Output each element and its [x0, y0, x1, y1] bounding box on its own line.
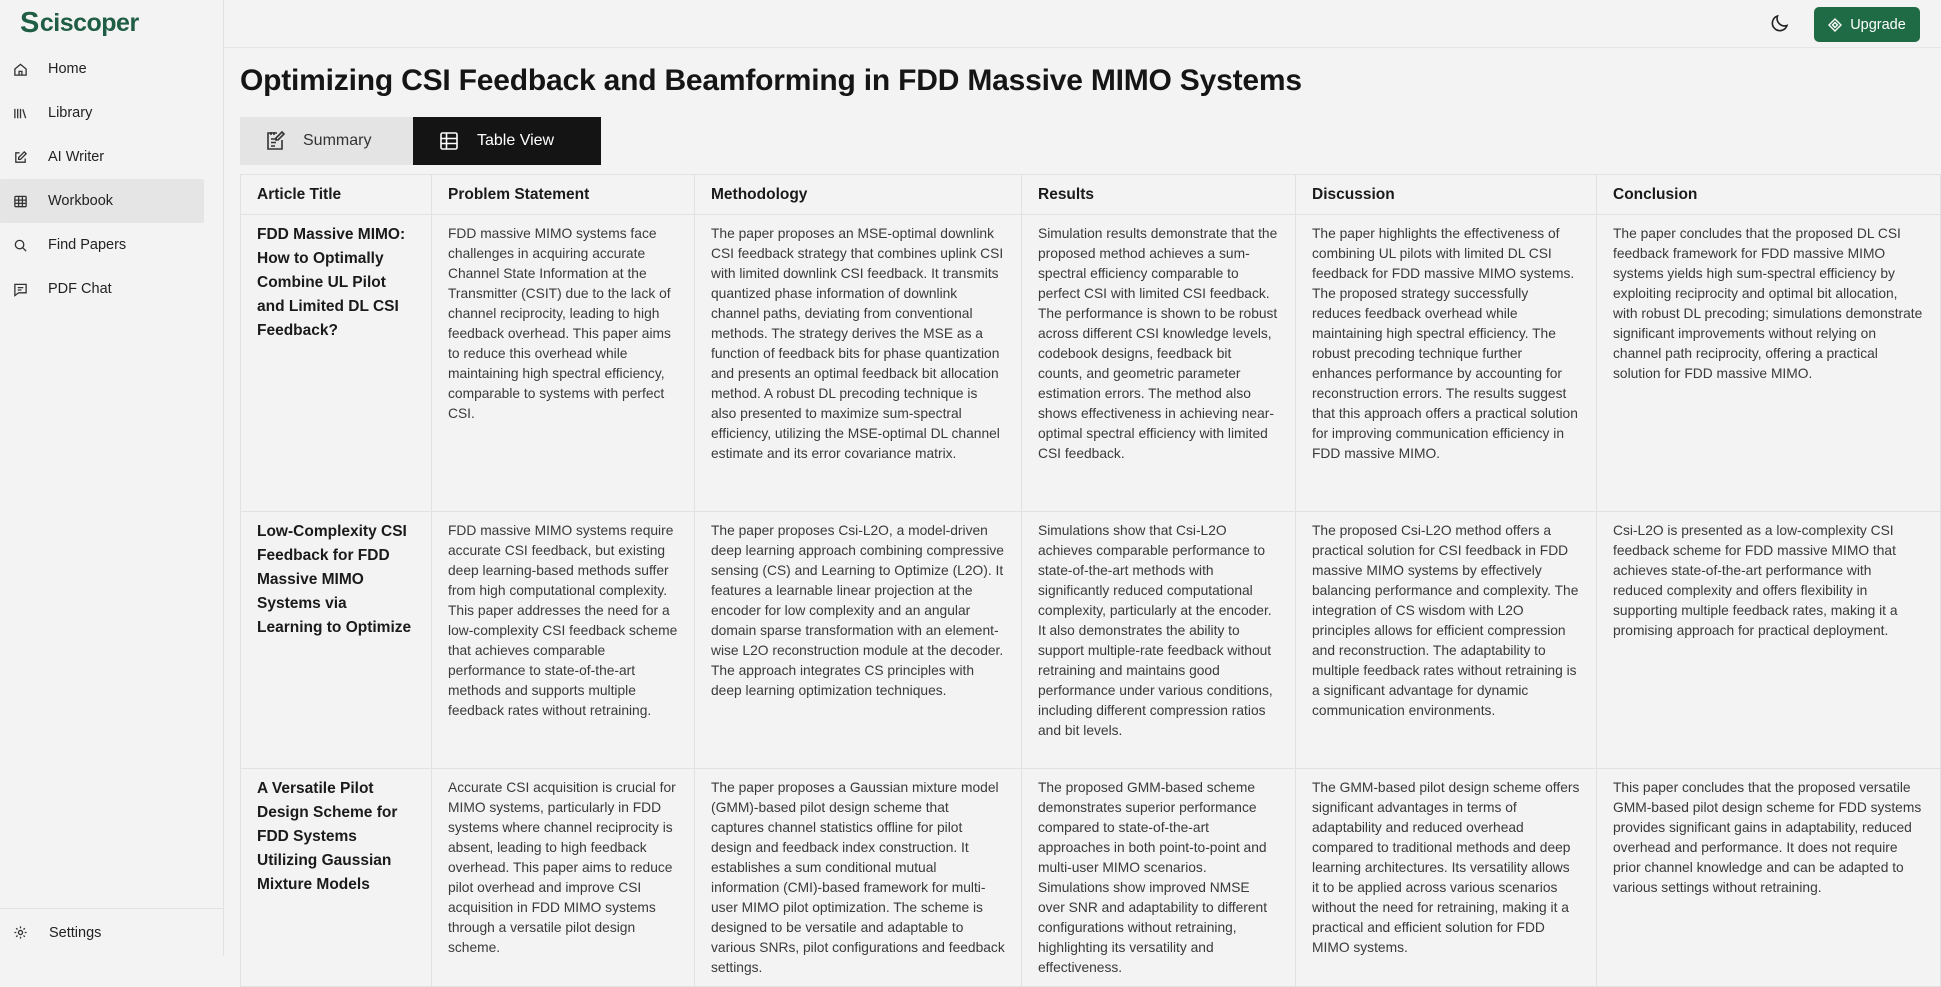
settings-label: Settings: [49, 924, 102, 941]
comparison-table[interactable]: [240, 174, 1923, 975]
chat-icon: [12, 281, 28, 297]
table-cell: The proposed GMM-based scheme demonstrates superior performance compared to state-of-the-art approaches in both point-to-point and multi-user MIMO scenarios. Simulations show improved NMSE over SNR and adaptability to different configurations without retraining, highlighting its versatility and effectiveness.: [1022, 769, 1296, 987]
tab-summary[interactable]: [240, 117, 413, 165]
article-title-cell[interactable]: A Versatile Pilot Design Scheme for FDD Systems Utilizing Gaussian Mixture Models: [241, 769, 432, 987]
diamond-icon: [1828, 18, 1842, 32]
tab-summary-label: Summary: [303, 132, 372, 149]
sidebar-item-find-papers[interactable]: [0, 223, 204, 267]
sidebar-item-label: AI Writer: [48, 149, 105, 165]
sidebar-item-ai-writer[interactable]: [0, 135, 204, 179]
column-header: Conclusion: [1597, 175, 1941, 215]
sidebar-item-label: Library: [48, 105, 93, 121]
column-header: Problem Statement: [432, 175, 695, 215]
table-icon: [437, 129, 461, 153]
library-icon: [12, 105, 28, 121]
table-cell: FDD massive MIMO systems face challenges in acquiring accurate Channel State Information at the Transmitter (CSIT) due to the lack of channel reciprocity, leading to high feedback overhead. This paper aims to reduce this overhead while maintaining high spectral efficiency, comparable to systems with perfect CSI.: [432, 215, 695, 512]
table-cell: This paper concludes that the proposed versatile GMM-based pilot design scheme for FDD systems provides significant gains in adaptability, reduced overhead and performance. It does not require prior channel knowledge and can be adapted to various settings without retraining.: [1597, 769, 1941, 987]
logo-text: ciscoper: [39, 8, 139, 37]
column-header: Methodology: [695, 175, 1022, 215]
sidebar-item-workbook[interactable]: [0, 179, 204, 223]
app-logo[interactable]: [20, 8, 139, 38]
table-cell: Simulations show that Csi-L2O achieves comparable performance to state-of-the-art methods with significantly reduced computational complexity, particularly at the encoder. It also demonstrates the ability to support multiple-rate feedback without retraining and maintains good performance under various conditions, including different compression ratios and bit levels.: [1022, 512, 1296, 769]
logo-mark: S: [20, 6, 39, 39]
summary-icon: [263, 129, 287, 153]
table-cell: Simulation results demonstrate that the proposed method achieves a sum-spectral efficiency comparable to perfect CSI with limited CSI feedback. The performance is shown to be robust across different CSI knowledge levels, codebook designs, feedback bit counts, and geometric parameter estimation errors. The method also shows effectiveness in achieving near-optimal spectral efficiency with limited CSI feedback.: [1022, 215, 1296, 512]
table-row: [241, 769, 1941, 987]
sidebar-item-pdf-chat[interactable]: [0, 267, 204, 311]
table-header-row: [241, 175, 1941, 215]
column-header: Article Title: [241, 175, 432, 215]
sidebar: [0, 0, 224, 956]
table-cell: The paper highlights the effectiveness of combining UL pilots with limited DL CSI feedback for FDD massive MIMO systems. The proposed strategy successfully reduces feedback overhead while maintaining high spectral efficiency. The robust precoding technique further enhances performance by accounting for reconstruction errors. The results suggest that this approach offers a practical solution for improving communication efficiency in FDD massive MIMO.: [1296, 215, 1597, 512]
table-cell: The GMM-based pilot design scheme offers significant advantages in terms of adaptability and reduced overhead compared to traditional methods and deep learning architectures. Its versatility allows it to be applied across various scenarios without the need for retraining, making it a practical and efficient solution for FDD MIMO systems.: [1296, 769, 1597, 987]
sidebar-item-home[interactable]: [0, 47, 204, 91]
upgrade-label: Upgrade: [1850, 16, 1906, 33]
table-cell: The paper proposes Csi-L2O, a model-driven deep learning approach combining compressive sensing (CS) and Learning to Optimize (L2O). It features a learnable linear projection at the encoder for low complexity and an angular domain sparse transformation with an element-wise L2O reconstruction module at the decoder. The approach integrates CS principles with deep learning optimization techniques.: [695, 512, 1022, 769]
search-icon: [12, 237, 28, 253]
grid-icon: [12, 193, 28, 209]
table-cell: Accurate CSI acquisition is crucial for MIMO systems, particularly in FDD systems where channel reciprocity is absent, leading to high feedback overhead. This paper aims to reduce pilot overhead and improve CSI acquisition in FDD MIMO systems through a versatile pilot design scheme.: [432, 769, 695, 987]
sidebar-nav: [0, 47, 224, 311]
article-title-cell[interactable]: Low-Complexity CSI Feedback for FDD Massive MIMO Systems via Learning to Optimize: [241, 512, 432, 769]
column-header: Results: [1022, 175, 1296, 215]
column-header: Discussion: [1296, 175, 1597, 215]
article-title-cell[interactable]: FDD Massive MIMO: How to Optimally Combine UL Pilot and Limited DL CSI Feedback?: [241, 215, 432, 512]
sidebar-item-label: Find Papers: [48, 237, 127, 253]
table-cell: FDD massive MIMO systems require accurate CSI feedback, but existing deep learning-based methods suffer from high computational complexity. This paper addresses the need for a low-complexity CSI feedback scheme that achieves comparable performance to state-of-the-art methods and supports multiple feedback rates without retraining.: [432, 512, 695, 769]
upgrade-button[interactable]: [1814, 7, 1920, 42]
sidebar-item-label: Workbook: [48, 193, 114, 209]
page-title: Optimizing CSI Feedback and Beamforming in FDD Massive MIMO Systems: [240, 64, 1302, 97]
view-tabs: [240, 117, 601, 165]
table-cell: The paper proposes a Gaussian mixture model (GMM)-based pilot design scheme that captures channel statistics offline for pilot design and feedback index construction. It establishes a sum conditional mutual information (CMI)-based framework for multi-user MIMO pilot optimization. The scheme is designed to be versatile and adaptable to various SNRs, pilot configurations and feedback settings.: [695, 769, 1022, 987]
tab-table-label: Table View: [477, 132, 555, 149]
sidebar-item-library[interactable]: [0, 91, 204, 135]
edit-icon: [12, 149, 28, 165]
gear-icon: [13, 925, 29, 941]
table-cell: The paper proposes an MSE-optimal downlink CSI feedback strategy that combines uplink CSI with limited downlink CSI feedback. It transmits quantized phase information of downlink channel paths, deviating from conventional methods. The strategy derives the MSE as a function of feedback bits for phase quantization and presents an optimal feedback bit allocation method. A robust DL precoding technique is also presented to maximize sum-spectral efficiency, utilizing the MSE-optimal DL channel estimate and its error covariance matrix.: [695, 215, 1022, 512]
table-row: [241, 215, 1941, 512]
sidebar-item-settings[interactable]: [0, 908, 223, 956]
tab-table-view[interactable]: [413, 117, 601, 165]
top-bar: [224, 0, 1941, 48]
theme-toggle-moon-icon[interactable]: [1769, 12, 1791, 34]
table-cell: The proposed Csi-L2O method offers a practical solution for CSI feedback in FDD massive MIMO systems by effectively balancing performance and complexity. The integration of CS wisdom with L2O principles allows for efficient compression and reconstruction. The adaptability to multiple feedback rates without retraining is a significant advantage for dynamic communication environments.: [1296, 512, 1597, 769]
sidebar-item-label: Home: [48, 61, 87, 77]
table-cell: Csi-L2O is presented as a low-complexity CSI feedback scheme for FDD massive MIMO that achieves state-of-the-art performance with reduced complexity and offers flexibility in supporting multiple feedback rates, making it a promising approach for practical deployment.: [1597, 512, 1941, 769]
home-icon: [12, 61, 28, 77]
table-row: [241, 512, 1941, 769]
sidebar-item-label: PDF Chat: [48, 281, 112, 297]
table-cell: The paper concludes that the proposed DL CSI feedback framework for FDD massive MIMO systems yields high sum-spectral efficiency by exploiting reciprocity and optimal bit allocation, with robust DL precoding; simulations demonstrate significant improvements without relying on channel path reciprocity, offering a practical solution for FDD massive MIMO.: [1597, 215, 1941, 512]
